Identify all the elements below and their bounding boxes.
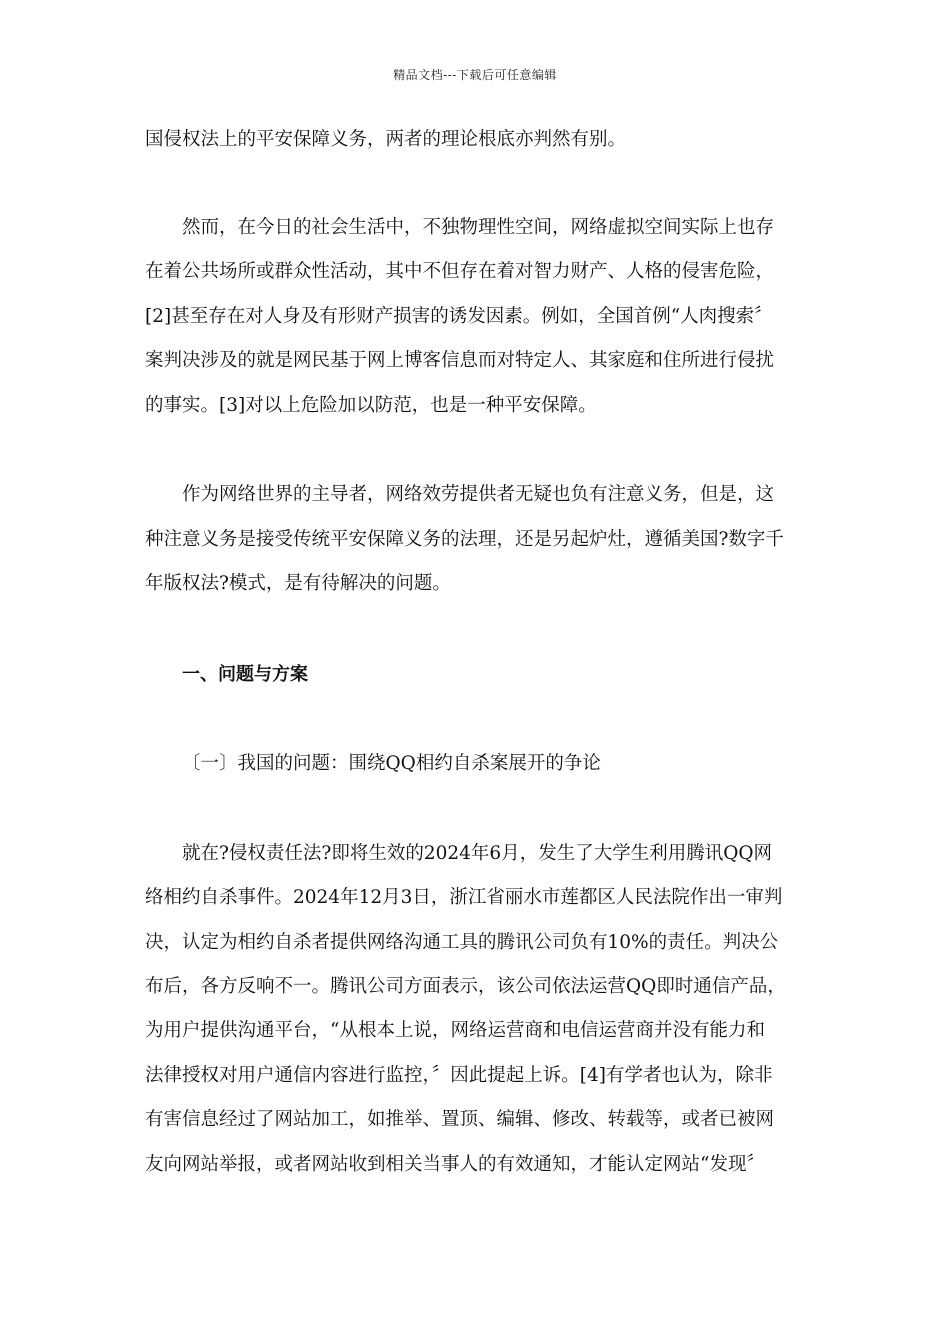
paragraph-line: 的事实。[3]对以上危险加以防范，也是一种平安保障。 xyxy=(145,395,597,416)
paragraph-line: 决，认定为相约自杀者提供网络沟通工具的腾讯公司负有10%的责任。判决公 xyxy=(145,932,779,953)
paragraph-line: 布后，各方反响不一。腾讯公司方面表示，该公司依法运营QQ即时通信产品， xyxy=(145,976,786,997)
paragraph-line: 有害信息经过了网站加工，如推举、置顶、编辑、修改、转载等，或者已被网 xyxy=(145,1109,775,1130)
paragraph-line: 案判决涉及的就是网民基于网上博客信息而对特定人、其家庭和住所进行侵扰 xyxy=(145,350,775,371)
section-heading: 一、问题与方案 xyxy=(182,664,308,685)
paragraph-line: 年版权法?模式，是有待解决的问题。 xyxy=(145,573,451,594)
paragraph-line: 种注意义务是接受传统平安保障义务的法理，还是另起炉灶，遵循美国?数字千 xyxy=(145,529,784,550)
paragraph-line: 就在?侵权责任法?即将生效的2024年6月，发生了大学生利用腾讯QQ网 xyxy=(182,843,773,864)
paragraph-line: 法律授权对用户通信内容进行监控，〞因此提起上诉。[4]有学者也认为，除非 xyxy=(145,1065,773,1086)
paragraph-line: 然而，在今日的社会生活中，不独物理性空间，网络虚拟空间实际上也存 xyxy=(182,217,775,238)
paragraph-line: 国侵权法上的平安保障义务，两者的理论根底亦判然有别。 xyxy=(145,129,627,150)
paragraph-line: 在着公共场所或群众性活动，其中不但存在着对智力财产、人格的侵害危险， xyxy=(145,261,775,282)
paragraph-line: 作为网络世界的主导者，网络效劳提供者无疑也负有注意义务，但是，这 xyxy=(182,484,775,505)
paragraph-line: 友向网站举报，或者网站收到相关当事人的有效通知，才能认定网站“发现〞 xyxy=(145,1154,765,1175)
paragraph-line: 络相约自杀事件。2024年12月3日，浙江省丽水市莲都区人民法院作出一审判 xyxy=(145,887,783,908)
page-header: 精品文档---下载后可任意编辑 xyxy=(393,68,557,82)
paragraph-line: 为用户提供沟通平台，“从根本上说，网络运营商和电信运营商并没有能力和 xyxy=(145,1020,765,1041)
subsection-heading: 〔一〕我国的问题：围绕QQ相约自杀案展开的争论 xyxy=(182,753,601,774)
paragraph-line: [2]甚至存在对人身及有形财产损害的诱发因素。例如，全国首例“人肉搜索〞 xyxy=(145,306,773,327)
